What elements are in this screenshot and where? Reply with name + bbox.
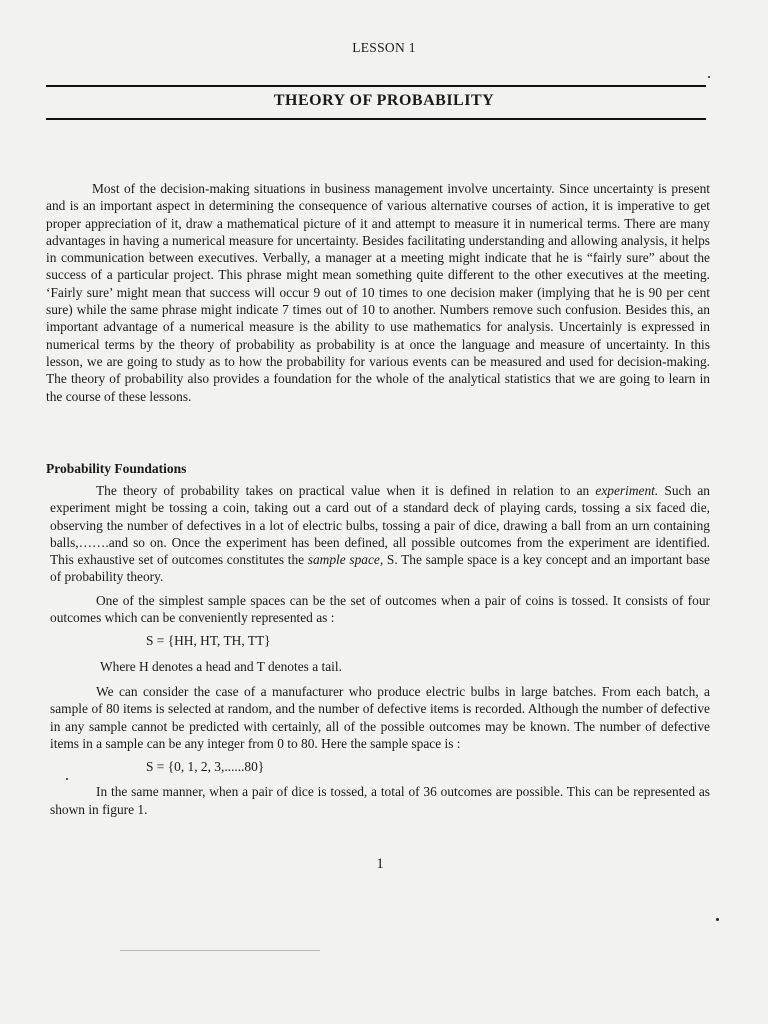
sample-space-formula-bulbs: S = {0, 1, 2, 3,......80} (146, 759, 265, 775)
foundations-paragraph-4: In the same manner, when a pair of dice is tossed, a total of 36 outcomes are possible. This can be represented as shown in figure 1. (50, 784, 710, 817)
scan-speck (66, 778, 68, 780)
foundations-paragraph-1 (50, 482, 710, 586)
title-rule-top (46, 85, 706, 87)
sample-space-formula-coins: S = {HH, HT, TH, TT} (146, 633, 271, 649)
lesson-label: LESSON 1 (352, 40, 416, 55)
page-number: 1 (376, 856, 384, 872)
text-run: The theory of probability takes on practical value when it is defined in relation to an (96, 483, 596, 498)
title-rule-bottom (46, 118, 706, 120)
emphasis-sample-space: sample space, (307, 552, 384, 568)
text-run: Such an experiment might be tossing a coin, taking out a card out of a standard deck of playing cards, tossing a six faced die, observing the number of defectives in a lot of electric bulbs, tossing a pair of dice, drawing a ball from an urn containing balls,…….and so on. Once the experiment has been defined, all possible outcomes from the experiment are identified. This exhaustive set of outcomes constitutes the (50, 483, 710, 568)
body-text (46, 180, 710, 817)
scan-speck (708, 76, 710, 78)
formula-explanation: Where H denotes a head and T denotes a tail. (100, 658, 342, 674)
foundations-paragraph-3: We can consider the case of a manufacturer who produce electric bulbs in large batches. From each batch, a sample of 80 items is selected at random, and the number of defective items is recorded. Although the number of defective in any sample cannot be predicted with certainly, all of the possible outcomes may be known. The number of defective items in a sample can be any integer from 0 to 80. Here the sample space is : (50, 683, 710, 751)
text-run: S. The sample space is a key concept and an important base of probability theory. (50, 552, 710, 585)
foundations-section (50, 482, 710, 824)
scan-speck (716, 918, 719, 921)
intro-paragraph: Most of the decision-making situations in business management involve uncertainty. Since uncertainty is present and is an important aspect in determining the consequence of various alternative courses of action, it is imperative to get proper appreciation of it, draw a mathematical picture of it and attempt to measure it in numerical terms. There are many advantages in having a numerical measure for uncertainty. Besides facilitating understanding and allowing analysis, it helps in communication between executives. Verbally, a manager at a meeting might indicate that he is “fairly sure” about the success of a particular project. This phrase might mean something quite different to the other executives at the meeting. ‘Fairly sure’ might mean that success will occur 9 out of 10 times to one decision maker (implying that he is 90 per cent sure) while the same phrase might indicate 7 times out of 10 to another. Numbers remove such confusion. Besides this, an important advantage of a numerical measure is the ability to use mathematics for analysis. Uncertainly is expressed in numerical terms by the theory of probability as probability is at once the language and measure of uncertainty. In this lesson, we are going to study as to how the probability for various events can be measured and used for decision-making. The theory of probability also provides a foundation for the whole of the analytical statistics that we are going to learn in the course of these lessons. (46, 181, 710, 404)
scan-edge-line (120, 950, 320, 951)
foundations-paragraph-2: One of the simplest sample spaces can be the set of outcomes when a pair of coins is tossed. It consists of four outcomes which can be conveniently represented as : (50, 592, 710, 626)
section-heading: Probability Foundations (46, 461, 187, 476)
emphasis-experiment: experiment. (595, 483, 659, 498)
page-title: THEORY OF PROBABILITY (273, 92, 495, 109)
